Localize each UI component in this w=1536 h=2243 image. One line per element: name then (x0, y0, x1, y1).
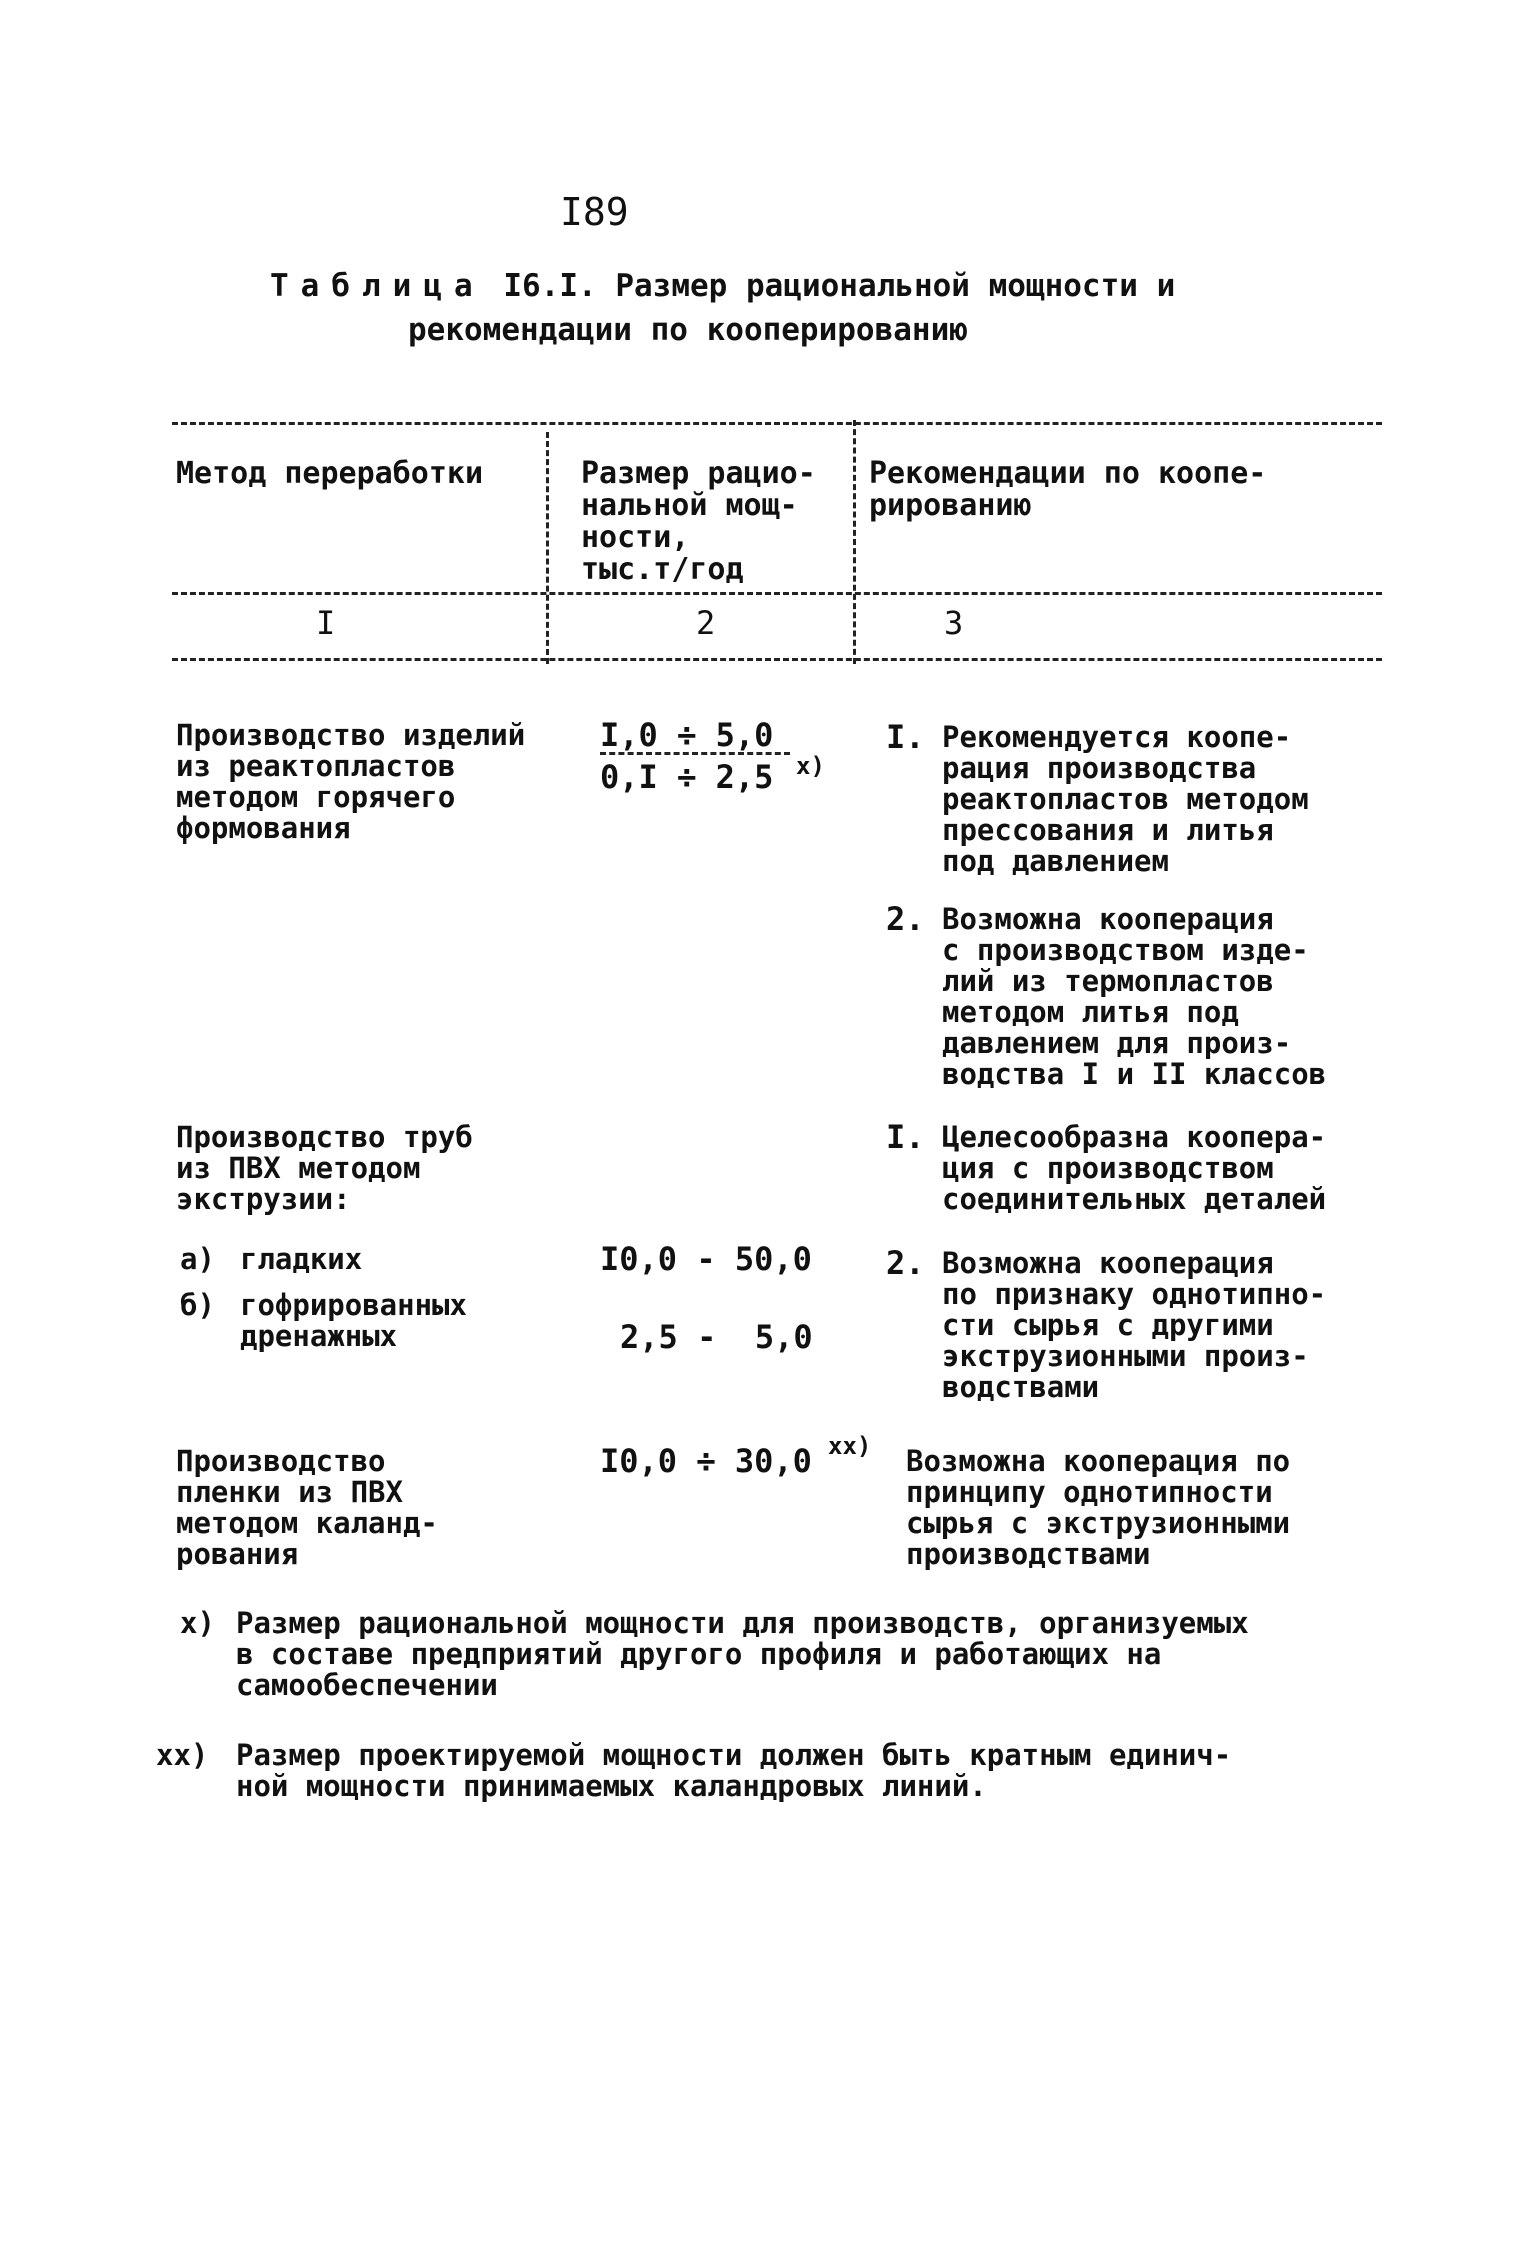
row1-rec1-number: I. (886, 718, 925, 756)
row1-capacity-bottom: 0,I ÷ 2,5 (600, 758, 774, 796)
caption-text-line1: Размер рациональной мощности и (615, 268, 1176, 304)
row1-capacity-top: I,0 ÷ 5,0 (600, 716, 774, 754)
caption-number: I6.I. (503, 268, 597, 304)
row3-rec-text: Возможна кооперация по принципу однотипности сырья с экструзионными производствами (906, 1444, 1291, 1571)
row2-rec2-number: 2. (886, 1244, 925, 1282)
row2-rec1-text: Целесообразна коопера- ция с производством соединительных деталей (942, 1120, 1327, 1216)
footnote-2-mark: xx) (156, 1738, 209, 1772)
row1-method: Производство изделий из реактопластов методом горячего формования (176, 718, 526, 845)
column-divider-2 (853, 420, 856, 664)
row2-sub-b-text: гофрированных дренажных (240, 1288, 467, 1353)
row1-fraction-line (600, 752, 790, 755)
column-divider-1 (546, 432, 549, 664)
header-capacity: Размер рацио- нальной мощ- ности, тыс.т/год (581, 456, 816, 587)
column-number-1: I (316, 604, 336, 642)
row2-rec1-number: I. (886, 1118, 925, 1156)
header-method: Метод переработки (176, 456, 484, 491)
row1-rec2-text: Возможна кооперация с производством изде- лий из термопластов методом литья под давлением для произ- водства I и II классов (942, 902, 1327, 1091)
page-number: I89 (560, 190, 629, 234)
row2-sub-a-text: гладких (240, 1242, 363, 1276)
header-bottom-rule (172, 592, 1382, 595)
column-number-2: 2 (696, 604, 716, 642)
row2-sub-b-label: б) (180, 1288, 215, 1322)
row3-method: Производство пленки из ПВХ методом каланд- рования (176, 1444, 438, 1571)
row3-capacity-footnote-mark: xx) (828, 1432, 872, 1460)
column-number-3: 3 (944, 604, 964, 642)
caption-label: Таблица (270, 268, 485, 304)
footnote-2-text: Размер проектируемой мощности должен быть кратным единич- ной мощности принимаемых каландровых линий. (236, 1738, 1232, 1803)
footnote-1-mark: x) (180, 1606, 215, 1640)
table-top-rule (172, 422, 1382, 425)
row1-rec1-text: Рекомендуется коопе- рация производства реактопластов методом прессования и литья под давлением (942, 720, 1309, 878)
row1-rec2-number: 2. (886, 900, 925, 938)
row2-sub-a-label: а) (180, 1242, 215, 1276)
table-caption (270, 262, 1175, 310)
colnum-bottom-rule (172, 658, 1382, 661)
row2-rec2-text: Возможна кооперация по признаку однотипно- сти сырья с другими экструзионными произ- водствами (942, 1246, 1327, 1404)
footnote-1-text: Размер рациональной мощности для производств, организуемых в составе предприятий другого профиля и работающих на самообеспечении (236, 1606, 1249, 1702)
row3-capacity: I0,0 ÷ 30,0 (600, 1442, 812, 1480)
caption-text-line2: рекомендации по кооперированию (408, 312, 968, 348)
header-recommendations: Рекомендации по коопе- рированию (869, 456, 1267, 523)
row2-sub-a-capacity: I0,0 - 50,0 (600, 1240, 812, 1278)
row2-sub-b-capacity: 2,5 - 5,0 (620, 1318, 813, 1356)
row2-method: Производство труб из ПВХ методом экструзии: (176, 1120, 473, 1216)
row1-capacity-footnote-mark: x) (796, 752, 825, 780)
